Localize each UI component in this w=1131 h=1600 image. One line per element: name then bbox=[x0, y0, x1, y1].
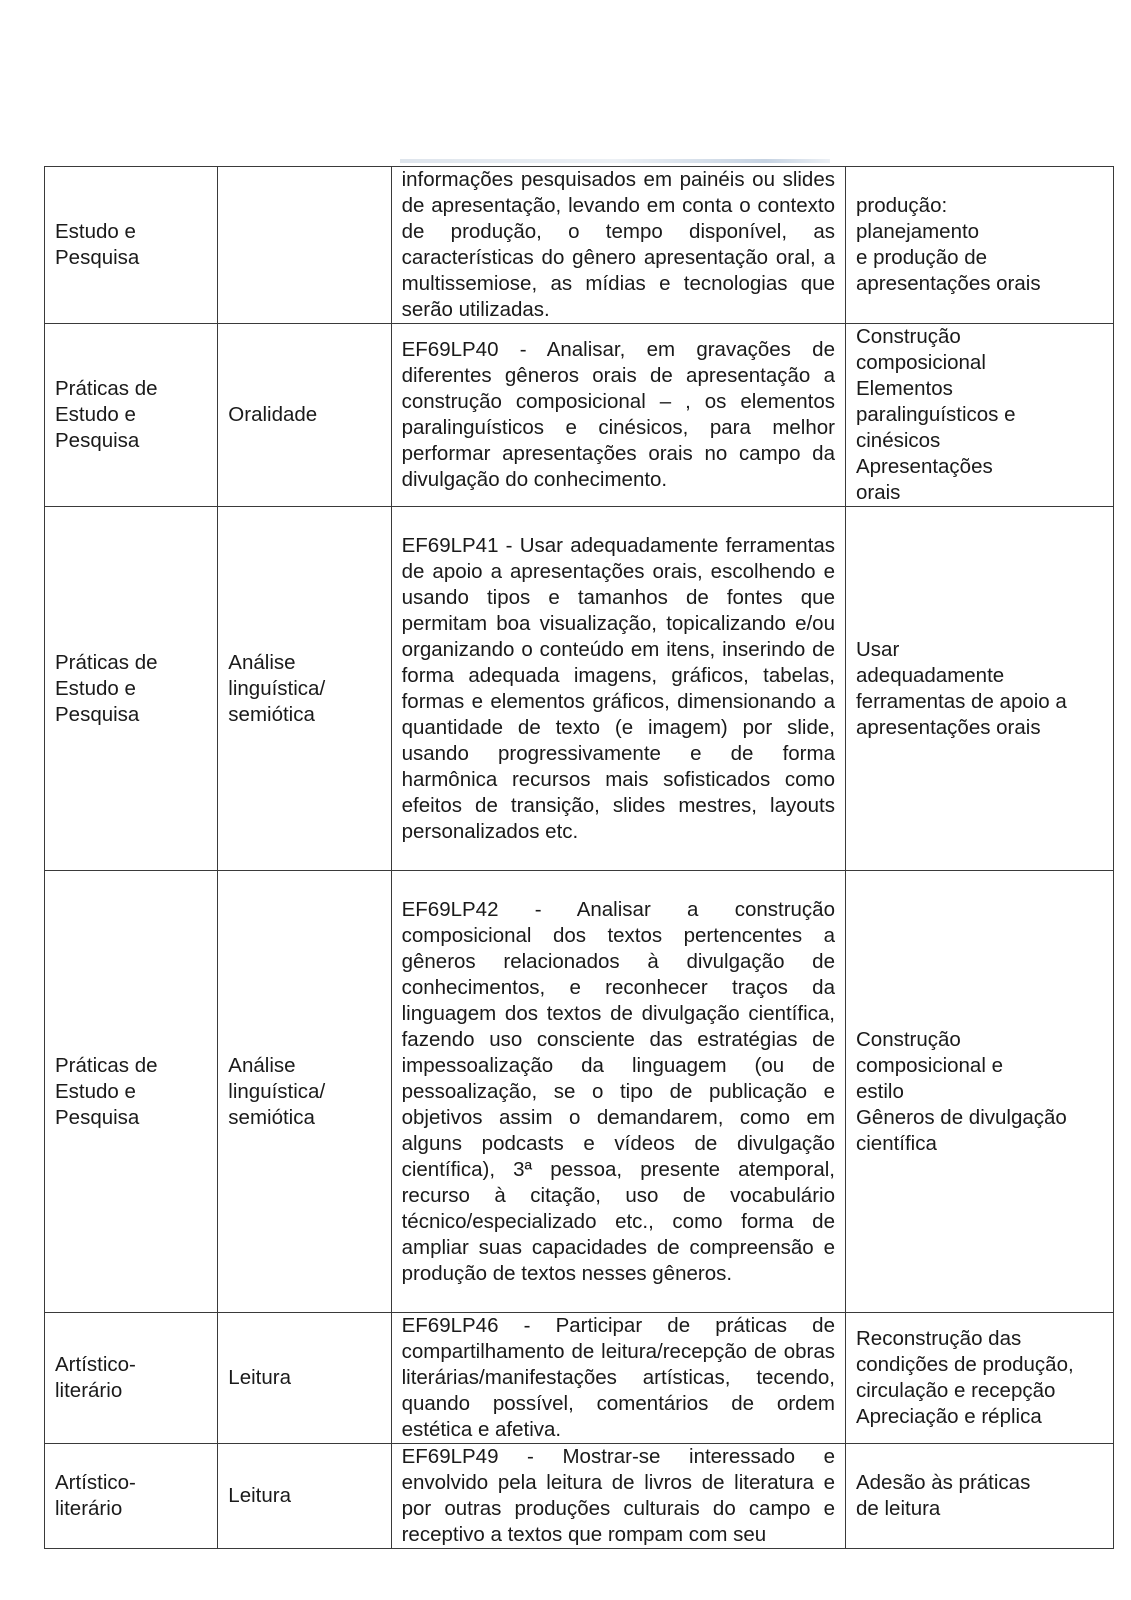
pratica-text: Análise linguística/ semiótica bbox=[228, 1053, 326, 1129]
pratica-cell bbox=[218, 1444, 391, 1549]
habilidade-cell bbox=[391, 167, 845, 324]
pratica-text: Análise linguística/ semiótica bbox=[228, 650, 326, 726]
campo-cell bbox=[45, 1444, 218, 1549]
table-row bbox=[45, 1313, 1114, 1444]
objeto-cell bbox=[845, 1313, 1113, 1444]
objeto-text: Reconstrução das condições de produção, circulação e recepção Apreciação e réplica bbox=[855, 1327, 1074, 1428]
habilidade-cell bbox=[391, 1313, 845, 1444]
objeto-cell bbox=[845, 167, 1113, 324]
table-row bbox=[45, 871, 1114, 1313]
pratica-text: Leitura bbox=[228, 1366, 291, 1389]
habilidade-cell bbox=[391, 507, 845, 871]
pratica-text: Oralidade bbox=[228, 403, 318, 426]
campo-cell bbox=[45, 324, 218, 507]
campo-cell bbox=[45, 1313, 218, 1444]
campo-cell bbox=[45, 507, 218, 871]
campo-text: Artístico- literário bbox=[55, 1353, 136, 1402]
campo-text: Artístico- literário bbox=[55, 1471, 136, 1520]
campo-text: Práticas de Estudo e Pesquisa bbox=[55, 377, 158, 452]
table-row bbox=[45, 1444, 1114, 1549]
pratica-cell bbox=[218, 167, 391, 324]
habilidade-text: informações pesquisados em painéis ou slides de apresentação, levando em conta o contexto de produção, o tempo disponível, as características do gênero apresentação oral, a multissemiose, as mídias e tecnologias que serão utilizadas. bbox=[401, 168, 835, 321]
objeto-cell bbox=[845, 871, 1113, 1313]
table-row bbox=[45, 507, 1114, 871]
habilidade-text: EF69LP42 - Analisar a construção composicional dos textos pertencentes a gêneros relacionados à divulgação de conhecimentos, e reconhecer traços da linguagem dos textos de divulgação científica, fazendo uso consciente das estratégias de impessoalização da linguagem (ou de pessoalização, se o tipo de publicação e objetivos assim o demandarem, como em alguns podcasts e vídeos de divulgação científica), 3ª pessoa, presente atemporal, recurso à citação, uso de vocabulário técnico/especializado etc., como forma de ampliar suas capacidades de compreensão e produção de textos nesses gêneros. bbox=[401, 897, 835, 1285]
objeto-text: Usar adequadamente ferramentas de apoio a apresentações orais bbox=[855, 637, 1067, 739]
habilidade-cell bbox=[391, 1444, 845, 1549]
objeto-text: produção: planejamento e produção de apresentações orais bbox=[855, 194, 1041, 295]
campo-text: Práticas de Estudo e Pesquisa bbox=[55, 1053, 158, 1129]
pratica-cell bbox=[218, 1313, 391, 1444]
habilidade-text: EF69LP46 - Participar de práticas de compartilhamento de leitura/recepção de obras literárias/manifestações artísticas, tecendo, quando possível, comentários de ordem estética e afetiva. bbox=[401, 1314, 835, 1441]
pratica-text: Leitura bbox=[228, 1484, 291, 1507]
habilidade-text: EF69LP40 - Analisar, em gravações de diferentes gêneros orais de apresentação a construção composicional – , os elementos paralinguísticos e cinésicos, para melhor performar apresentações orais no campo da divulgação do conhecimento. bbox=[401, 338, 835, 491]
objeto-cell bbox=[845, 1444, 1113, 1549]
pratica-cell bbox=[218, 871, 391, 1313]
objeto-cell bbox=[845, 507, 1113, 871]
campo-text: Práticas de Estudo e Pesquisa bbox=[55, 650, 158, 726]
table-row bbox=[45, 167, 1114, 324]
habilidade-cell bbox=[391, 324, 845, 507]
objeto-text: Adesão às práticas de leitura bbox=[855, 1471, 1031, 1520]
campo-cell bbox=[45, 871, 218, 1313]
objeto-text: Construção composicional e estilo Gêneros de divulgação científica bbox=[855, 1027, 1067, 1155]
scan-artifact bbox=[400, 159, 830, 163]
campo-text: Estudo e Pesquisa bbox=[55, 220, 140, 269]
habilidade-cell bbox=[391, 871, 845, 1313]
pratica-cell bbox=[218, 324, 391, 507]
habilidade-text: EF69LP41 - Usar adequadamente ferramentas de apoio a apresentações orais, escolhendo e usando tipos e tamanhos de fontes que permitam boa visualização, topicalizando e/ou organizando o conteúdo em itens, inserindo de forma adequada imagens, gráficos, tabelas, formas e elementos gráficos, dimensionando a quantidade de texto (e imagem) por slide, usando progressivamente e de forma harmônica recursos mais sofisticados como efeitos de transição, slides mestres, layouts personalizados etc. bbox=[401, 533, 835, 843]
pratica-cell bbox=[218, 507, 391, 871]
objeto-text: Construção composicional Elementos paralinguísticos e cinésicos Apresentações orais bbox=[855, 325, 1016, 504]
habilidade-text: EF69LP49 - Mostrar-se interessado e envolvido pela leitura de livros de literatura e por outras produções culturais do campo e receptivo a textos que rompam com seu bbox=[401, 1445, 835, 1546]
curriculum-table bbox=[44, 166, 1114, 1549]
campo-cell bbox=[45, 167, 218, 324]
objeto-cell bbox=[845, 324, 1113, 507]
table-row bbox=[45, 324, 1114, 507]
